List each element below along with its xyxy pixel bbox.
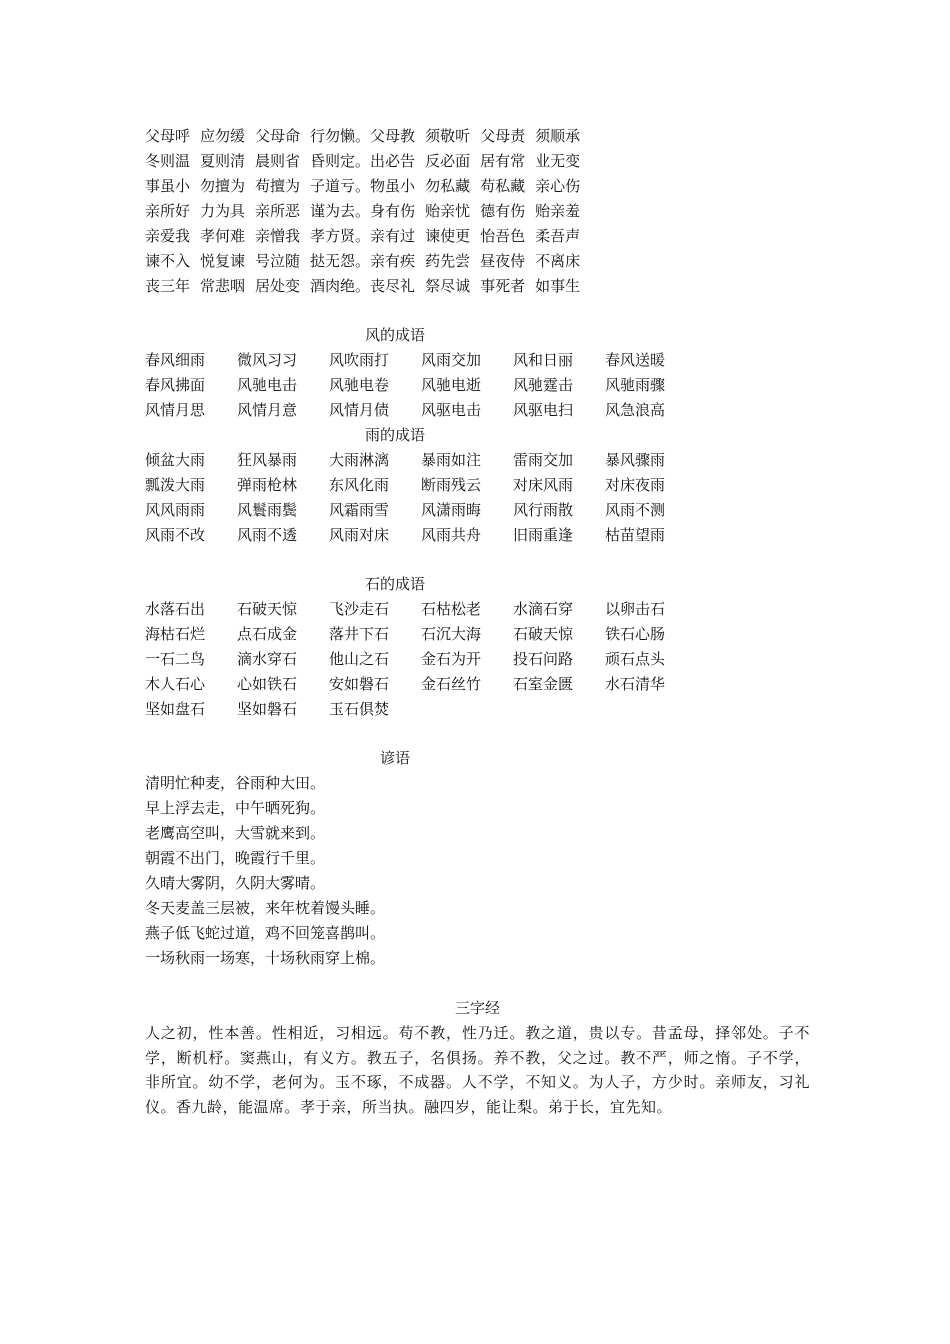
verse-segment: 苟私藏 xyxy=(480,177,526,195)
idiom-cell: 心如铁石 xyxy=(237,675,298,693)
dizigui-line xyxy=(145,274,590,299)
verse-segment: 孝方贤。亲有过 xyxy=(310,227,416,245)
idiom-cell: 倾盆大雨 xyxy=(145,451,206,469)
idiom-cell: 坚如盘石 xyxy=(145,700,206,718)
idiom-cell: 枯苗望雨 xyxy=(605,526,666,544)
dizigui-line xyxy=(145,199,590,224)
verse-segment: 事死者 xyxy=(480,277,526,295)
idiom-cell: 风驰电卷 xyxy=(329,376,390,394)
verse-segment: 夏则清 xyxy=(200,152,246,170)
idiom-cell: 以卵击石 xyxy=(605,600,666,618)
verse-segment: 子道亏。物虽小 xyxy=(310,177,416,195)
verse-segment: 事虽小 xyxy=(145,177,191,195)
idiom-cell: 暴雨如注 xyxy=(421,451,482,469)
proverb-line: 一场秋雨一场寒，十场秋雨穿上棉。 xyxy=(145,949,386,967)
idiom-cell: 春风细雨 xyxy=(145,351,206,369)
idiom-cell: 春风拂面 xyxy=(145,376,206,394)
verse-segment: 父母呼 xyxy=(145,127,191,145)
section-heading-feng: 风的成语 xyxy=(364,326,425,344)
verse-segment: 亲爱我 xyxy=(145,227,191,245)
verse-segment: 亲心伤 xyxy=(535,177,581,195)
verse-segment: 应勿缓 xyxy=(200,127,246,145)
idiom-cell: 风驰电逝 xyxy=(421,376,482,394)
verse-segment: 昏则定。出必告 xyxy=(310,152,416,170)
dizigui-line xyxy=(145,149,590,174)
verse-segment: 须顺承 xyxy=(535,127,581,145)
verse-segment: 苟擅为 xyxy=(255,177,301,195)
verse-segment: 酒肉绝。丧尽礼 xyxy=(310,277,416,295)
idiom-cell: 微风习习 xyxy=(237,351,298,369)
idiom-cell: 东风化雨 xyxy=(329,476,390,494)
idiom-cell: 玉石俱焚 xyxy=(329,700,390,718)
idiom-cell: 断雨残云 xyxy=(421,476,482,494)
section-heading-sanzijing: 三字经 xyxy=(454,999,500,1017)
idiom-cell: 水落石出 xyxy=(145,600,206,618)
dizigui-line xyxy=(145,224,590,249)
verse-segment: 力为具 xyxy=(200,202,246,220)
proverb-line: 冬天麦盖三层被，来年枕着馒头睡。 xyxy=(145,899,386,917)
idiom-cell: 雷雨交加 xyxy=(513,451,574,469)
idiom-cell: 风雨不透 xyxy=(237,526,298,544)
idiom-cell: 风驰霆击 xyxy=(513,376,574,394)
idiom-cell: 风驱电击 xyxy=(421,401,482,419)
section-heading-yu: 雨的成语 xyxy=(364,426,425,444)
idiom-row xyxy=(145,398,666,423)
proverb-line: 久晴大雾阴，久阴大雾晴。 xyxy=(145,874,326,892)
verse-segment: 须敬听 xyxy=(425,127,471,145)
idiom-cell: 风吹雨打 xyxy=(329,351,390,369)
idiom-cell: 风情月思 xyxy=(145,401,206,419)
proverb-line: 老鹰高空叫，大雪就来到。 xyxy=(145,824,326,842)
yanyu-section xyxy=(145,746,645,971)
idiom-cell: 他山之石 xyxy=(329,650,390,668)
verse-segment: 贻亲忧 xyxy=(425,202,471,220)
idiom-cell: 大雨淋漓 xyxy=(329,451,390,469)
idiom-cell: 春风送暖 xyxy=(605,351,666,369)
verse-segment: 昼夜侍 xyxy=(480,252,526,270)
idiom-cell: 石破天惊 xyxy=(513,625,574,643)
sanzijing-section xyxy=(145,996,810,1119)
idiom-cell: 石室金匮 xyxy=(513,675,574,693)
section-heading-shi: 石的成语 xyxy=(364,575,425,593)
verse-segment: 谏使更 xyxy=(425,227,471,245)
idiom-cell: 投石问路 xyxy=(513,650,574,668)
idiom-row xyxy=(145,597,666,622)
idiom-cell: 木人石心 xyxy=(145,675,206,693)
idiom-row xyxy=(145,473,666,498)
idiom-cell: 风雨不改 xyxy=(145,526,206,544)
verse-segment: 亲所好 xyxy=(145,202,191,220)
idiom-row xyxy=(145,622,666,647)
idiom-cell: 落井下石 xyxy=(329,625,390,643)
idiom-row xyxy=(145,697,645,722)
verse-segment: 居处变 xyxy=(255,277,301,295)
proverb-line: 早上浮去走，中午晒死狗。 xyxy=(145,799,326,817)
idiom-cell: 风急浪高 xyxy=(605,401,666,419)
idiom-cell: 风雨共舟 xyxy=(421,526,482,544)
dizigui-block xyxy=(145,124,590,299)
verse-segment: 挞无怨。亲有疾 xyxy=(310,252,416,270)
idiom-cell: 风驱电扫 xyxy=(513,401,574,419)
section-heading-yanyu: 谚语 xyxy=(379,749,410,767)
idiom-cell: 金石丝竹 xyxy=(421,675,482,693)
idiom-cell: 坚如磐石 xyxy=(237,700,298,718)
dizigui-line xyxy=(145,124,590,149)
idiom-cell: 安如磐石 xyxy=(329,675,390,693)
idiom-cell: 风驰电击 xyxy=(237,376,298,394)
verse-segment: 贻亲羞 xyxy=(535,202,581,220)
verse-segment: 怡吾色 xyxy=(480,227,526,245)
idiom-cell: 弹雨枪林 xyxy=(237,476,298,494)
verse-segment: 悦复谏 xyxy=(200,252,246,270)
idiom-cell: 石沉大海 xyxy=(421,625,482,643)
idiom-cell: 水滴石穿 xyxy=(513,600,574,618)
verse-segment: 药先尝 xyxy=(425,252,471,270)
proverb-line: 燕子低飞蛇过道，鸡不回笼喜鹊叫。 xyxy=(145,924,386,942)
verse-segment: 勿私藏 xyxy=(425,177,471,195)
idiom-row xyxy=(145,498,666,523)
idiom-cell: 风情月意 xyxy=(237,401,298,419)
idiom-row xyxy=(145,523,666,548)
verse-segment: 祭尽诚 xyxy=(425,277,471,295)
idiom-cell: 风和日丽 xyxy=(513,351,574,369)
idiom-cell: 金石为开 xyxy=(421,650,482,668)
idiom-cell: 风霜雨雪 xyxy=(329,501,390,519)
sanzijing-text: 人之初，性本善。性相近，习相远。苟不教，性乃迁。教之道，贵以专。昔孟母，择邻处。子不学，断机杼。窦燕山，有义方。教五子，名俱扬。养不教，父之过。教不严，师之惰。子不学，非所宜。幼不学，老何为。玉不琢，不成器。人不学，不知义。为人子，方少时。亲师友，习礼仪。香九龄，能温席。孝于亲，所当执。融四岁，能让梨。弟于长，宜先知。 xyxy=(145,1024,810,1116)
verse-segment: 谏不入 xyxy=(145,252,191,270)
verse-segment: 常悲咽 xyxy=(200,277,246,295)
idiom-cell: 海枯石烂 xyxy=(145,625,206,643)
idiom-cell: 风鬟雨鬓 xyxy=(237,501,298,519)
idiom-cell: 瓢泼大雨 xyxy=(145,476,206,494)
verse-segment: 德有伤 xyxy=(480,202,526,220)
verse-segment: 勿擅为 xyxy=(200,177,246,195)
idiom-row xyxy=(145,348,666,373)
idiom-cell: 旧雨重逢 xyxy=(513,526,574,544)
idiom-row xyxy=(145,448,666,473)
idiom-cell: 铁石心肠 xyxy=(605,625,666,643)
idiom-cell: 石破天惊 xyxy=(237,600,298,618)
idiom-cell: 风行雨散 xyxy=(513,501,574,519)
proverb-line: 朝霞不出门，晚霞行千里。 xyxy=(145,849,326,867)
shi-section xyxy=(145,572,666,722)
proverb-line: 清明忙种麦，谷雨种大田。 xyxy=(145,774,326,792)
idiom-row xyxy=(145,647,666,672)
idiom-cell: 水石清华 xyxy=(605,675,666,693)
feng-section xyxy=(145,323,666,423)
verse-segment: 晨则省 xyxy=(255,152,301,170)
dizigui-line xyxy=(145,249,590,274)
idiom-cell: 对床风雨 xyxy=(513,476,574,494)
idiom-cell: 一石二鸟 xyxy=(145,650,206,668)
verse-segment: 亲所恶 xyxy=(255,202,301,220)
idiom-cell: 风雨交加 xyxy=(421,351,482,369)
idiom-cell: 狂风暴雨 xyxy=(237,451,298,469)
idiom-cell: 风驰雨骤 xyxy=(605,376,666,394)
idiom-cell: 石枯松老 xyxy=(421,600,482,618)
verse-segment: 号泣随 xyxy=(255,252,301,270)
idiom-cell: 点石成金 xyxy=(237,625,298,643)
idiom-cell: 滴水穿石 xyxy=(237,650,298,668)
idiom-cell: 风风雨雨 xyxy=(145,501,206,519)
verse-segment: 孝何难 xyxy=(200,227,246,245)
verse-segment: 反必面 xyxy=(425,152,471,170)
idiom-cell: 风情月债 xyxy=(329,401,390,419)
verse-segment: 丧三年 xyxy=(145,277,191,295)
idiom-cell: 暴风骤雨 xyxy=(605,451,666,469)
idiom-row xyxy=(145,373,666,398)
verse-segment: 冬则温 xyxy=(145,152,191,170)
dizigui-line xyxy=(145,174,590,199)
verse-segment: 父母命 xyxy=(255,127,301,145)
idiom-cell: 风潇雨晦 xyxy=(421,501,482,519)
verse-segment: 如事生 xyxy=(535,277,581,295)
verse-segment: 亲憎我 xyxy=(255,227,301,245)
idiom-cell: 风雨不测 xyxy=(605,501,666,519)
verse-segment: 居有常 xyxy=(480,152,526,170)
verse-segment: 行勿懒。父母教 xyxy=(310,127,416,145)
idiom-cell: 飞沙走石 xyxy=(329,600,390,618)
verse-segment: 业无变 xyxy=(535,152,581,170)
idiom-cell: 对床夜雨 xyxy=(605,476,666,494)
idiom-cell: 顽石点头 xyxy=(605,650,666,668)
yu-section xyxy=(145,423,666,548)
verse-segment: 父母责 xyxy=(480,127,526,145)
verse-segment: 柔吾声 xyxy=(535,227,581,245)
idiom-row xyxy=(145,672,666,697)
verse-segment: 谨为去。身有伤 xyxy=(310,202,416,220)
verse-segment: 不离床 xyxy=(535,252,581,270)
idiom-cell: 风雨对床 xyxy=(329,526,390,544)
